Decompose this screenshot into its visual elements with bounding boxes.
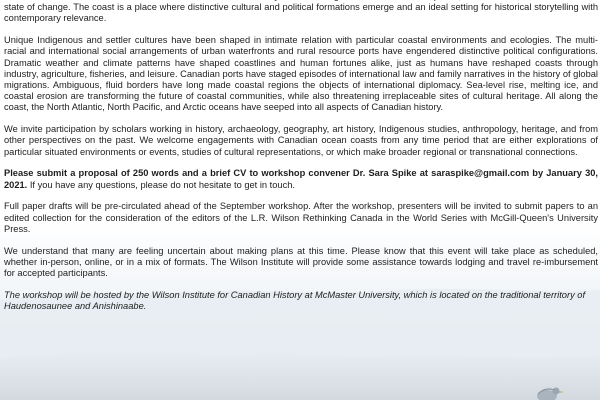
cultures-paragraph: Unique Indigenous and settler cultures have been shaped in intimate relation with particular coastal environments and ecologies. The multi-racial and international social arrangements of urban waterfronts and rural resource ports have engendered distinctive political configurations. Dramatic weather and climate patterns have shaped coastlines and human fortunes alike, just as humans have reshaped coasts through industry, agriculture, fisheries, and leisure. Canadian ports have staged episodes of international law and family narratives in the history of global migrations. Ambiguous, fluid borders have long made coastal regions the objects of international diplomacy. Sea-level rise, melting ice, and coastal erosion are transforming the future of coastal communities, while also threatening irreplaceable sites of cultural heritage. All along the coast, the North Atlantic, North Pacific, and Arctic oceans have seeped into all aspects of Canadian history. (4, 35, 598, 113)
submission-deadline: by January 30, 2021. (4, 168, 598, 190)
submission-questions: If you have any questions, please do not hesitate to get in touch. (27, 179, 295, 190)
drafts-paragraph: Full paper drafts will be pre-circulated ahead of the September workshop. After the workshop, presenters will be invited to submit papers to an edited collection for the consideration of the editors of the L.R. Wilson Rethinking Canada in the World Series with McGill-Queen's University Press. (4, 201, 598, 234)
submission-paragraph (4, 168, 598, 190)
invite-paragraph: We invite participation by scholars working in history, archaeology, geography, art history, Indigenous studies, anthropology, heritage, and from other perspectives on the past. We welcome engagements with Canadian ocean coasts from any time period that are either explorations of particular situated environments or events, studies of cultural representations, or which make broader regional or transnational connections. (4, 124, 598, 157)
submission-instructions: Please submit a proposal of 250 words and a brief CV to workshop convener Dr. Sara Spike at (4, 168, 432, 179)
call-for-papers-text (4, 0, 598, 323)
uncertain-paragraph: We understand that many are feeling uncertain about making plans at this time. Please know that this event will take place as scheduled, whether in-person, online, or in a mix of formats. The Wilson Institute will provide some assistance towards lodging and travel re-imbursement for accepted participants. (4, 245, 598, 279)
intro-paragraph: state of change. The coast is a place where distinctive cultural and political formations emerge and an ideal setting for historical storytelling with contemporary relevance. (4, 2, 598, 24)
convener-email-link[interactable]: saraspike@gmail.com (431, 168, 530, 179)
hosted-paragraph: The workshop will be hosted by the Wilson Institute for Canadian History at McMaster University, which is located on the traditional territory of Haudenosaunee and Anishinaabe. (4, 289, 586, 312)
